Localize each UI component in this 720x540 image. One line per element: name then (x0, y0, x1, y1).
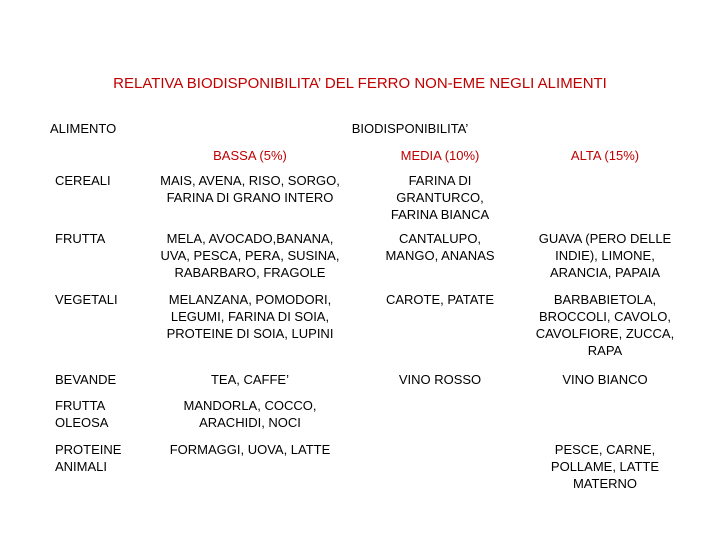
food-name: PROTEINE ANIMALI (55, 442, 122, 474)
page-title: RELATIVA BIODISPONIBILITA’ DEL FERRO NON-EME NEGLI ALIMENTI (113, 75, 607, 92)
cell-bassa: TEA, CAFFE’ (210, 372, 289, 387)
food-name: FRUTTA (55, 231, 106, 246)
food-name: FRUTTA OLEOSA (55, 398, 109, 430)
cell-bassa: FORMAGGI, UOVA, LATTE (169, 442, 331, 457)
header-alimento: ALIMENTO (50, 121, 117, 136)
cell-alta: VINO BIANCO (562, 372, 648, 387)
cell-alta: GUAVA (PERO DELLE INDIE), LIMONE, ARANCIA, PAPAIA (538, 231, 672, 280)
cell-bassa: MELANZANA, POMODORI, LEGUMI, FARINA DI SOIA, PROTEINE DI SOIA, LUPINI (166, 292, 334, 341)
level-alta: ALTA (15%) (570, 148, 640, 163)
cell-alta: BARBABIETOLA, BROCCOLI, CAVOLO, CAVOLFIORE, ZUCCA, RAPA (535, 292, 675, 358)
food-name: VEGETALI (55, 292, 118, 307)
cell-bassa: MELA, AVOCADO,BANANA, UVA, PESCA, PERA, SUSINA, RABARBARO, FRAGOLE (160, 231, 340, 280)
cell-media: CAROTE, PATATE (385, 292, 495, 307)
header-biodisponibilita: BIODISPONIBILITA’ (351, 121, 469, 136)
cell-media: CANTALUPO, MANGO, ANANAS (385, 231, 495, 263)
cell-bassa: MAIS, AVENA, RISO, SORGO, FARINA DI GRANO INTERO (160, 173, 340, 205)
food-name: CEREALI (55, 173, 111, 188)
cell-media: VINO ROSSO (398, 372, 482, 387)
level-media: MEDIA (10%) (400, 148, 480, 163)
cell-media: FARINA DI GRANTURCO, FARINA BIANCA (390, 173, 490, 222)
cell-alta: PESCE, CARNE, POLLAME, LATTE MATERNO (550, 442, 660, 491)
level-bassa: BASSA (5%) (213, 148, 287, 163)
food-name: BEVANDE (55, 372, 117, 387)
cell-bassa: MANDORLA, COCCO, ARACHIDI, NOCI (183, 398, 317, 430)
